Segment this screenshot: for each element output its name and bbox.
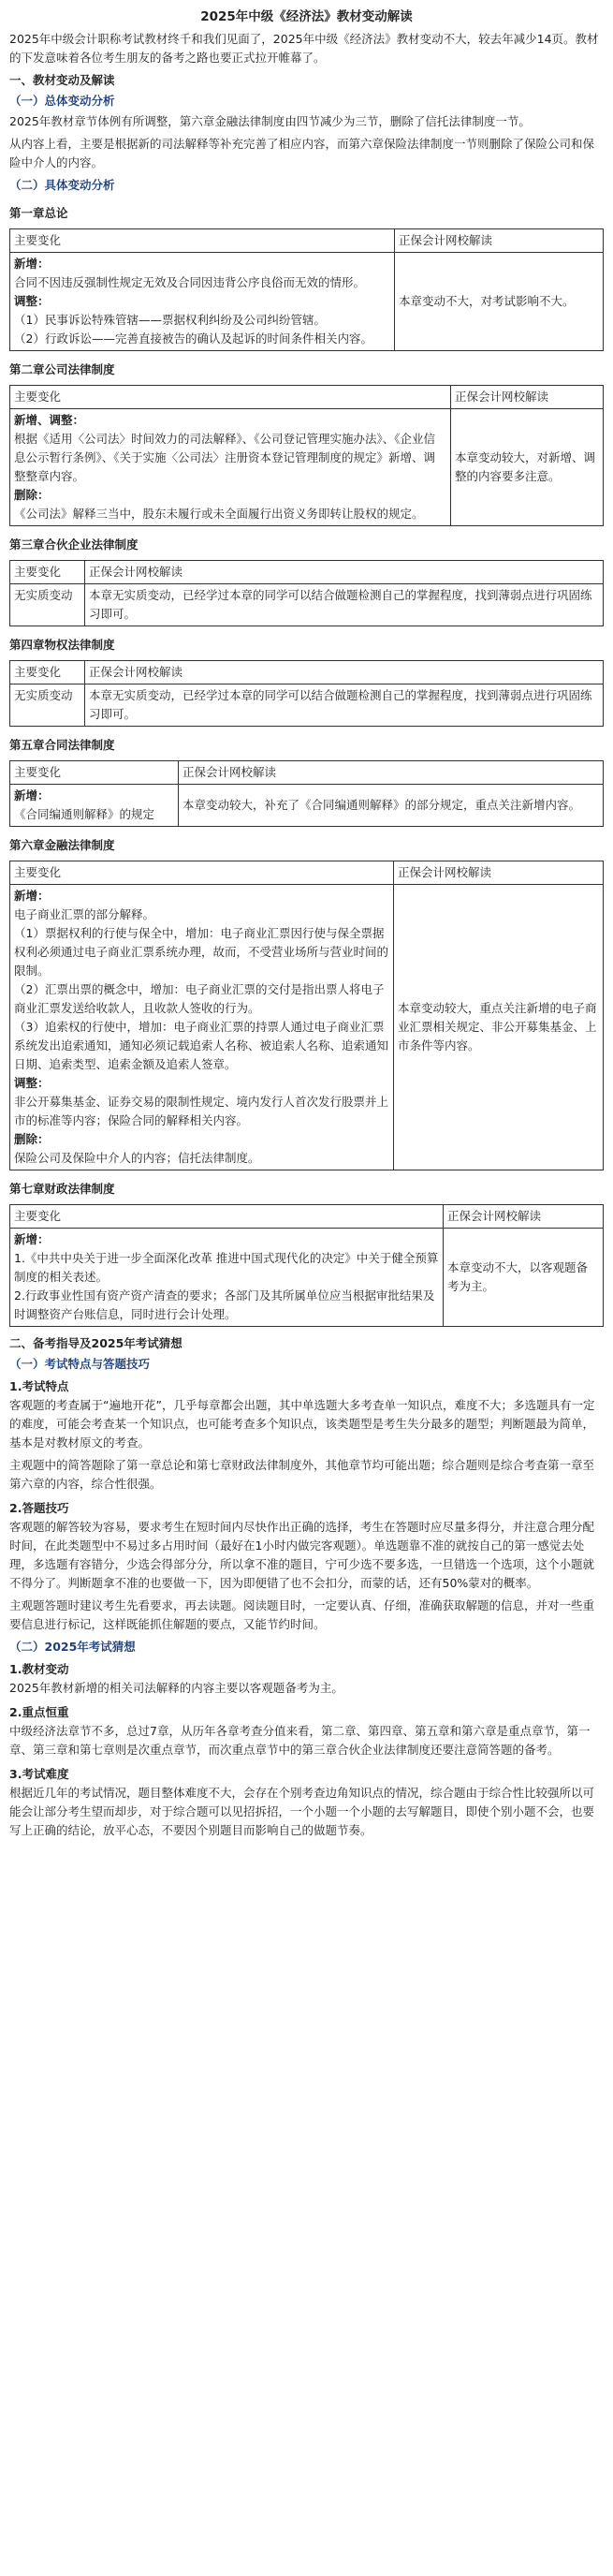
- table-header-row: [10, 386, 604, 409]
- notes-cell: 本章无实质变动，已经学过本章的同学可以结合做题检测自己的掌握程度，找到薄弱点进行巩固练习即可。: [85, 584, 604, 626]
- delete-text: 保险公司及保险中介人的内容；信托法律制度。: [14, 1151, 260, 1165]
- col-header-notes: 正保会计网校解读: [395, 229, 604, 253]
- chapter2-heading: 第二章公司法律制度: [9, 362, 115, 376]
- page-title: 2025年中级《经济法》教材变动解读: [200, 9, 413, 24]
- exam-features-paragraph-2: 主观题中的简答题除了第一章总论和第七章财政法律制度外，其他章节均可能出题；综合题则是综合考查第一章至第六章的内容，综合性很强。: [9, 1458, 595, 1491]
- subheading-forecast: （二）2025年考试猜想: [9, 1640, 136, 1654]
- table-header-row: [10, 229, 604, 253]
- col-header-notes: 正保会计网校解读: [451, 386, 604, 409]
- col-header-changes: 主要变化: [10, 761, 179, 785]
- add-text: 根据《适用〈公司法〉时间效力的司法解释》、《公司登记管理实施办法》、《企业信息公示暂行条例》、《关于实施〈公司法〉注册资本登记管理制度的规定》新增、调整整章内容。: [14, 432, 436, 483]
- add-item: 1.《中共中央关于进一步全面深化改革 推进中国式现代化的决定》中关于健全预算制度的相关表述。: [14, 1251, 439, 1284]
- table-row: [10, 684, 604, 727]
- table-row: [10, 885, 604, 1170]
- forecast-difficulty-paragraph: 根据近几年的考试情况，题目整体难度不大，会存在个别考查边角知识点的情况，综合题由于综合性比较强所以可能会让部分考生望而却步，对于综合题可以见招拆招，一个小题一个小题的去写解题目，即使个别小题不会，也要写上正确的结论，放平心态，不要因个别题目而影响自己的做题节奏。: [9, 1786, 595, 1837]
- table-header-row: [10, 761, 604, 785]
- add-text: 电子商业汇票的部分解释。: [14, 907, 155, 921]
- add-text: 《合同编通则解释》的规定: [14, 807, 155, 821]
- overall-paragraph-2: 从内容上看，主要是根据新的司法解释等补充完善了相应内容，而第六章保险法律制度一节则删除了保险公司和保险中介人的内容。: [9, 137, 595, 169]
- add-item: （3）追索权的行使中，增加：电子商业汇票的持票人通过电子商业汇票系统发出追索通知，通知必须记载追索人名称、被追索人名称、追索通知日期、追索类型、追索金额及追索人签章。: [14, 1020, 389, 1071]
- notes-cell: 本章变动不大，以客观题备考为主。: [444, 1229, 604, 1327]
- forecast-focus-heading: 2.重点恒重: [9, 1705, 69, 1719]
- col-header-notes: 正保会计网校解读: [85, 561, 604, 584]
- changes-cell: 无实质变动: [10, 584, 85, 626]
- add-label: 新增、调整：: [14, 413, 85, 427]
- delete-label: 删除：: [14, 1132, 50, 1146]
- add-item: （1）票据权利的行使与保全中，增加：电子商业汇票因行使与保全票据权利必须通过电子商业汇票系统办理，故而，不受营业场所与营业时间的限制。: [14, 926, 389, 978]
- chapter6-table: [9, 861, 604, 1170]
- adjust-text: 非公开募集基金、证券交易的限制性规定、境内发行人首次发行股票并上市的标准等内容；保险合同的解释相关内容。: [14, 1095, 389, 1127]
- table-row: [10, 1229, 604, 1327]
- changes-cell: [10, 885, 394, 1170]
- answer-tips-heading: 2.答题技巧: [9, 1501, 69, 1515]
- chapter4-table: [9, 660, 604, 727]
- adjust-item: （2）行政诉讼——完善直接被告的确认及起诉的时间条件相关内容。: [14, 331, 372, 346]
- changes-cell: [10, 785, 179, 827]
- exam-features-heading: 1.考试特点: [9, 1379, 69, 1393]
- answer-tips-paragraph-2: 主观题答题时建议考生先看要求，再去读题。阅读题目时，一定要认真、仔细，准确获取解题的信息，并对一些重要信息进行标记，这样既能抓住解题的要点，又能节约时间。: [9, 1598, 595, 1631]
- changes-cell: [10, 253, 395, 351]
- changes-cell: 无实质变动: [10, 684, 85, 727]
- forecast-focus-paragraph: 中级经济法章节不多，总过7章，从历年各章考查分值来看，第二章、第四章、第五章和第六章是重点章节，第一章、第三章和第七章则是次重点章节，而次重点章节中的第三章合伙企业法律制度还要注意简答题的备考。: [9, 1724, 591, 1757]
- forecast-difficulty-heading: 3.考试难度: [9, 1767, 69, 1781]
- notes-cell: 本章变动较大，重点关注新增的电子商业汇票相关规定、非公开募集基金、上市条件等内容。: [394, 885, 604, 1170]
- forecast-textbook-paragraph: 2025年教材新增的相关司法解释的内容主要以客观题备考为主。: [9, 1681, 343, 1695]
- chapter1-table: [9, 228, 604, 351]
- intro-paragraph: 2025年中级会计职称考试教材终千和我们见面了，2025年中级《经济法》教材变动不大，较去年减少14页。教材的下发意味着各位考生朋友的备考之路也要正式拉开帷幕了。: [9, 32, 599, 65]
- add-item: （2）汇票出票的概念中，增加：电子商业汇票的交付是指出票人将电子商业汇票发送给收款人，且收款人签收的行为。: [14, 982, 385, 1015]
- delete-text: 《公司法》解释三当中，股东未履行或未全面履行出资义务即转让股权的规定。: [14, 507, 424, 521]
- chapter7-table: [9, 1204, 604, 1327]
- col-header-changes: 主要变化: [10, 1205, 444, 1229]
- add-label: 新增：: [14, 889, 50, 903]
- adjust-label: 调整：: [14, 294, 50, 308]
- add-label: 新增：: [14, 1232, 50, 1246]
- col-header-changes: 主要变化: [10, 386, 451, 409]
- chapter5-table: [9, 760, 604, 827]
- table-row: [10, 785, 604, 827]
- chapter3-table: [9, 560, 604, 626]
- subheading-tips: （一）考试特点与答题技巧: [9, 1357, 151, 1371]
- chapter3-heading: 第三章合伙企业法律制度: [9, 537, 139, 552]
- adjust-label: 调整：: [14, 1076, 50, 1090]
- exam-features-paragraph-1: 客观题的考查属于“遍地开花”，几乎每章都会出题，其中单选题大多考查单一知识点，难度不大；多选题具有一定的难度，可能会考查某一个知识点，也可能考查多个知识点，该类题型是考生失分最多的题型；判断题最为简单，基本是对教材原文的考查。: [9, 1398, 595, 1450]
- col-header-changes: 主要变化: [10, 229, 395, 253]
- changes-cell: [10, 1229, 444, 1327]
- section-heading-2: 二、备考指导及2025年考试猜想: [9, 1336, 182, 1350]
- delete-label: 删除：: [14, 488, 50, 502]
- table-header-row: [10, 661, 604, 684]
- table-header-row: [10, 861, 604, 885]
- changes-cell: [10, 409, 451, 526]
- chapter6-heading: 第六章金融法律制度: [9, 838, 115, 852]
- col-header-changes: 主要变化: [10, 861, 394, 885]
- chapter4-heading: 第四章物权法律制度: [9, 638, 115, 652]
- col-header-changes: 主要变化: [10, 561, 85, 584]
- notes-cell: 本章变动较大，补充了《合同编通则解释》的部分规定，重点关注新增内容。: [179, 785, 604, 827]
- section-heading-1: 一、教材变动及解读: [9, 73, 115, 87]
- table-header-row: [10, 1205, 604, 1229]
- answer-tips-paragraph-1: 客观题的解答较为容易，要求考生在短时间内尽快作出正确的选择，考生在答题时应尽量多得分，并注意合理分配时间，在此类题型中不易过多占用时间（最好在1小时内做完客观题）。单选题靠不准的就按自己的第一感觉去处理，多选题有容错分，少选会得部分分，所以拿不准的题目，宁可少选不要多选，一旦错选一个选项，这个小题就不得分了。判断题拿不准的也要做一下，因为即便错了也不会扣分，而蒙的话，还有50%蒙对的概率。: [9, 1520, 595, 1590]
- table-header-row: [10, 561, 604, 584]
- chapter2-table: [9, 385, 604, 526]
- add-item: 2.行政事业性国有资产资产清查的要求；各部门及其所属单位应当根据审批结果及时调整资产台账信息，同时进行会计处理。: [14, 1288, 435, 1321]
- table-row: [10, 584, 604, 626]
- col-header-notes: 正保会计网校解读: [85, 661, 604, 684]
- forecast-textbook-heading: 1.教材变动: [9, 1662, 69, 1676]
- table-row: [10, 253, 604, 351]
- col-header-notes: 正保会计网校解读: [444, 1205, 604, 1229]
- notes-cell: 本章变动较大，对新增、调整的内容要多注意。: [451, 409, 604, 526]
- col-header-notes: 正保会计网校解读: [394, 861, 604, 885]
- chapter5-heading: 第五章合同法律制度: [9, 738, 115, 752]
- overall-heading: （一）总体变动分析: [9, 94, 115, 108]
- chapter7-heading: 第七章财政法律制度: [9, 1182, 115, 1196]
- adjust-item: （1）民事诉讼特殊管辖——票据权利纠纷及公司纠纷管辖。: [14, 313, 326, 327]
- overall-paragraph-1: 2025年教材章节体例有所调整，第六章金融法律制度由四节减少为三节，删除了信托法律制度一节。: [9, 114, 531, 128]
- col-header-changes: 主要变化: [10, 661, 85, 684]
- notes-cell: 本章变动不大，对考试影响不大。: [395, 253, 604, 351]
- add-label: 新增：: [14, 257, 50, 271]
- chapter1-heading: 第一章总论: [9, 206, 68, 220]
- table-row: [10, 409, 604, 526]
- add-label: 新增：: [14, 788, 50, 802]
- detail-heading: （二）具体变动分析: [9, 178, 115, 192]
- notes-cell: 本章无实质变动，已经学过本章的同学可以结合做题检测自己的掌握程度，找到薄弱点进行巩固练习即可。: [85, 684, 604, 727]
- col-header-notes: 正保会计网校解读: [179, 761, 604, 785]
- add-text: 合同不因违反强制性规定无效及合同因违背公序良俗而无效的情形。: [14, 275, 366, 289]
